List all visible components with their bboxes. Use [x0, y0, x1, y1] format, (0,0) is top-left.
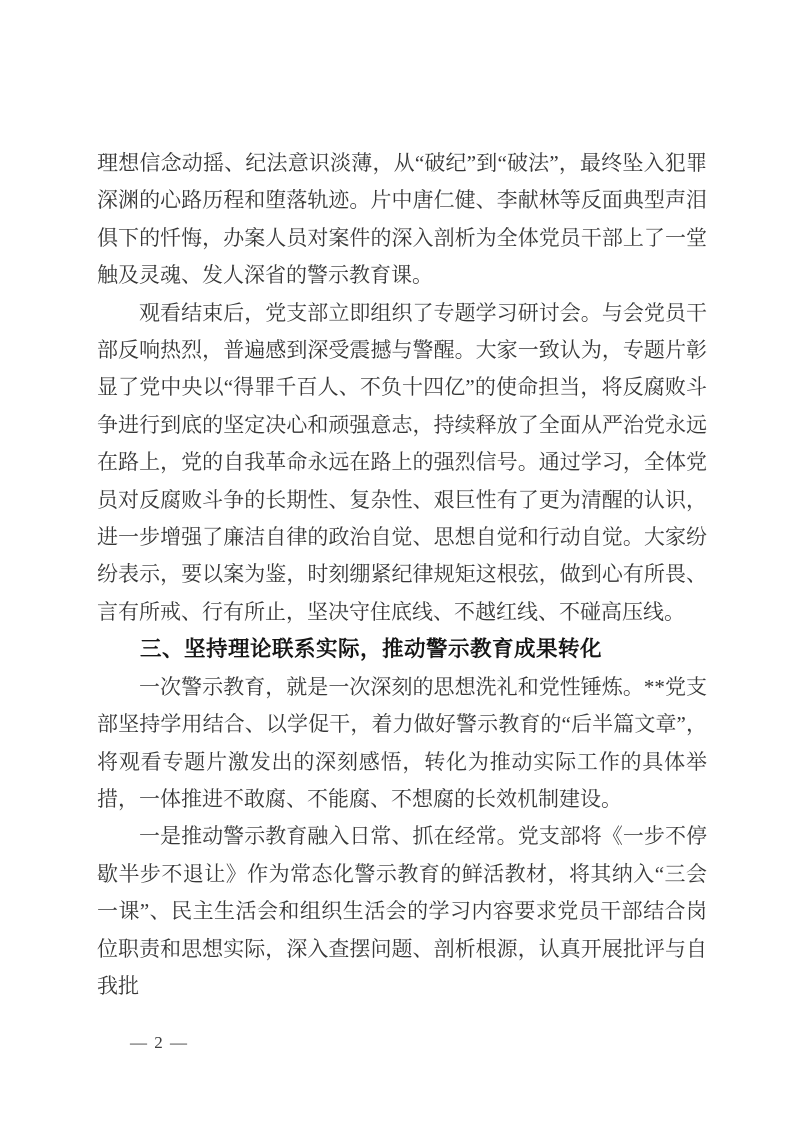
section-heading-three: 三、坚持理论联系实际，推动警示教育成果转化	[140, 637, 603, 662]
document-body	[97, 145, 707, 1005]
paragraph-discussion: 观看结束后，党支部立即组织了专题学习研讨会。与会党员干部反响热烈，普遍感到深受震撼与警醒。大家一致认为，专题片彰显了党中央以“得罪千百人、不负十四亿”的使命担当，将反腐败斗争进行到底的坚定决心和顽强意志，持续释放了全面从严治党永远在路上，党的自我革命永远在路上的强烈信号。通过学习，全体党员对反腐败斗争的长期性、复杂性、艰巨性有了更为清醒的认识，进一步增强了廉洁自律的政治自觉、思想自觉和行动自觉。大家纷纷表示，要以案为鉴，时刻绷紧纪律规矩这根弦，做到心有所畏、言有所戒、行有所止，坚决守住底线、不越红线、不碰高压线。	[97, 300, 707, 624]
paragraph-transformation: 一次警示教育，就是一次深刻的思想洗礼和党性锤炼。**党支部坚持学用结合、以学促干，着力做好警示教育的“后半篇文章”，将观看专题片激发出的深刻感悟，转化为推动实际工作的具体举措，一体推进不敢腐、不能腐、不想腐的长效机制建设。	[97, 674, 707, 811]
page-number: — 2 —	[130, 1033, 189, 1052]
paragraph-continuation: 理想信念动摇、纪法意识淡薄，从“破纪”到“破法”，最终坠入犯罪深渊的心路历程和堕落轨迹。片中唐仁健、李献林等反面典型声泪俱下的忏悔，办案人员对案件的深入剖析为全体党员干部上了一堂触及灵魂、发人深省的警示教育课。	[97, 151, 707, 288]
paragraph-measure-one: 一是推动警示教育融入日常、抓在经常。党支部将《一步不停歇半步不退让》作为常态化警示教育的鲜活教材，将其纳入“三会一课”、民主生活会和组织生活会的学习内容要求党员干部结合岗位职责和思想实际，深入查摆问题、剖析根源，认真开展批评与自我批	[97, 824, 707, 998]
